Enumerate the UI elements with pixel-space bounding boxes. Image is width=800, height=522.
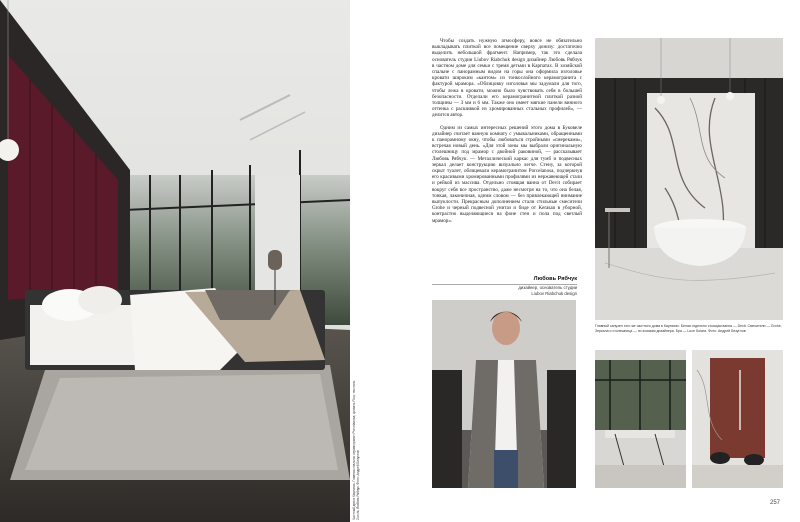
- bathroom-photo: [595, 38, 783, 320]
- designer-name: Любовь Рябчук: [432, 276, 577, 285]
- article-body: [432, 38, 582, 230]
- designer-portrait-photo: [432, 300, 576, 488]
- bedroom-photo: [0, 0, 350, 522]
- vanity-photo: [595, 350, 686, 488]
- bathroom-caption: Главный санузел того же частного дома в Карпатах. Белая отдельно стоящая ванна — Devit. Смесители — Grohe. Зеркала и столешница — по эскизам дизайнера. Бра — Luce Solara. Фото: Андрей Безуглов: [595, 324, 782, 333]
- left-photo-caption: [352, 380, 362, 520]
- designer-role-line2: Liubov Riabchuk design: [531, 290, 577, 296]
- toilet-photo: [692, 350, 783, 488]
- article-paragraph-1: Чтобы создать нужную атмосферу, вовсе не обязательно выкладывать плиткой все помещение сверху донизу: достаточно выделить небольшой фрагмент. Например, так это сделала основатель студии Liubov Riabchuk design дизайнер Любовь Рябчук в частном доме для семьи с тремя детьми в Карпатах. В хозяйской спальне с панорамным видом на горы она оформила изголовье кровати широким «кантом» из тонкослойного керамогранита с фактурой мрамора. «Облицовку изголовья мы задумали для того, чтобы лежа в кровати, можно было чувствовать себя в большей безопасности. Отделали его керамогранитной плиткой разной толщины — 3 мм и 6 мм. Также оно имеет мягкие панели винного оттенка с расшивкой из хромированных стальных профилей», — делится автор.: [432, 38, 582, 119]
- page-number: 257: [770, 500, 781, 506]
- left-caption-text: Частный дом в Карпатах. Главная спальня: керамогранит Porcelanosa; кровать Flou; текстиль Zucchi. Любовь Рябчук. Фото: Андрей Безуглов: [352, 380, 360, 520]
- designer-role: [432, 285, 577, 296]
- article-paragraph-2: Одним из самых интересных решений этого дома в Буковеле дизайнер считает ванную комнату с умывальниками, обращенными к панорамному окну, чтобы любоваться стройными «смереками», встречая новый день. «Для этой зоны мы выбрали оригинальную столешницу под мрамор с двойной раковиной, — рассказывает Любовь Рябчук. — Металлический каркас для тумб и подвесных зеркал делает конструкцию визуально легче. Стену, за которой скрыт туалет, облицевали керамогранитом Porcelanosa, подчеркнув его красивыми хромированными профилями из нержавеющей стали и рейкой из массива. Отдельно стоящая ванна от Devit собирает вокруг себя все пространство, даже несмотря на то, что она белая, тонкая, лаконичная, одним словом — без привлекающей внимание выпуклости. Прекрасным дополнением стали стильные смесители Grohe и черный подвесной унитаз и биде от Kerasan в уборной, контрастно выделяющиеся на фоне стен и пола под светлый мрамор».: [432, 124, 582, 224]
- designer-role-line1: дизайнер, основатель студии: [518, 285, 577, 290]
